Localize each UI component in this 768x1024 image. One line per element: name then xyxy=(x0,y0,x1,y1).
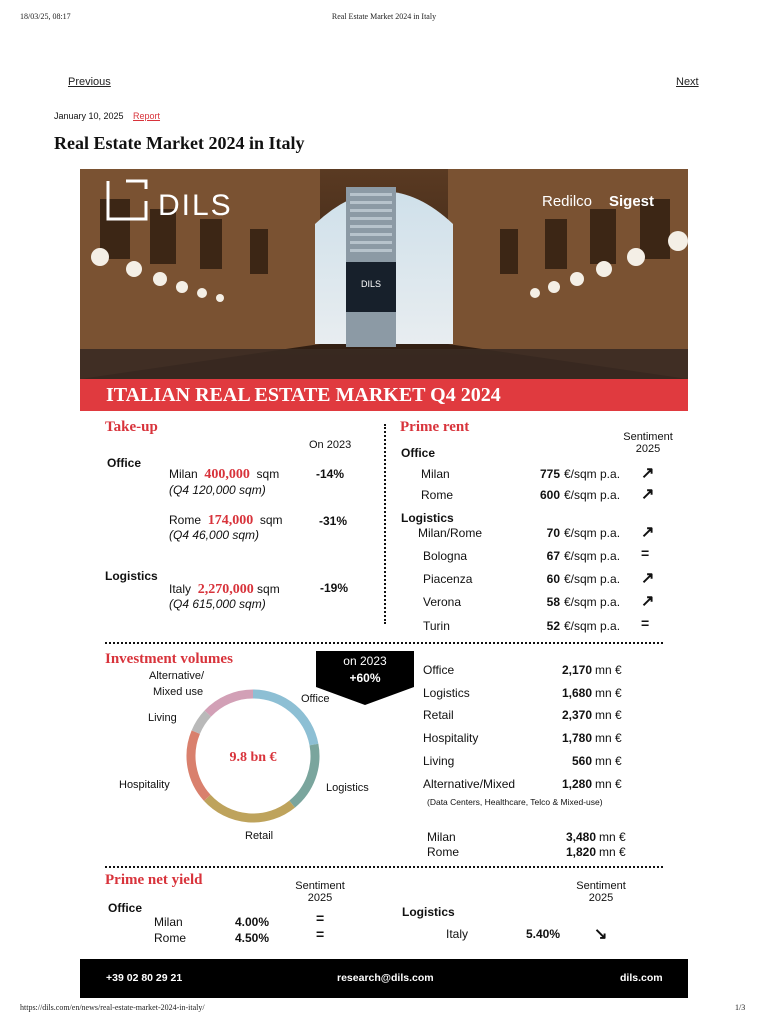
partner-redilco: Redilco xyxy=(542,193,593,210)
investment-unit: mn € xyxy=(595,777,622,791)
billboard-sign: DILS xyxy=(360,279,382,289)
rent-unit: €/sqm p.a. xyxy=(564,595,621,609)
investment-unit: mn € xyxy=(595,754,622,768)
investment-category: Alternative/Mixed xyxy=(423,777,516,791)
donut-slice-hospitality xyxy=(191,732,207,798)
stable-trend-icon: = xyxy=(316,910,325,926)
investment-value: 2,170 xyxy=(561,663,592,677)
next-link[interactable]: Next xyxy=(676,76,699,88)
investment-change-badge xyxy=(316,651,414,705)
rent-value: 58 xyxy=(546,595,560,609)
donut-slice-alternative-mixed-use xyxy=(208,694,253,714)
donut-label-alt: Mixed use xyxy=(153,686,204,698)
rent-city: Bologna xyxy=(423,549,468,563)
yield-sentiment-header: Sentiment 2025 xyxy=(295,880,345,904)
rent-logistics-label: Logistics xyxy=(401,511,454,525)
alternative-note: (Data Centers, Healthcare, Telco & Mixed-use) xyxy=(427,797,603,807)
trend-up-icon: ↗ xyxy=(641,593,655,610)
hero-image xyxy=(80,169,688,379)
donut-label-retail: Retail xyxy=(245,830,274,842)
rent-unit: €/sqm p.a. xyxy=(564,549,621,563)
rent-unit: €/sqm p.a. xyxy=(564,572,621,586)
rent-sentiment-header: Sentiment 2025 xyxy=(623,431,673,455)
donut-total: 9.8 bn € xyxy=(229,750,277,765)
investment-value: 3,480 xyxy=(565,830,596,844)
donut-label-living: Living xyxy=(148,712,177,724)
yield-value: 5.40% xyxy=(526,927,561,941)
donut-slice-retail xyxy=(207,798,292,818)
yield-city: Rome xyxy=(154,931,187,945)
takeup-row: Milan 400,000 sqm xyxy=(169,467,280,482)
article-date: January 10, 2025 xyxy=(54,111,124,121)
column-divider xyxy=(384,424,386,624)
previous-link[interactable]: Previous xyxy=(68,76,111,88)
rent-city: Rome xyxy=(421,488,454,502)
section-divider xyxy=(105,642,663,644)
investment-value: 1,280 xyxy=(561,777,592,791)
yield-value: 4.50% xyxy=(235,931,270,945)
takeup-office-label: Office xyxy=(107,456,142,470)
takeup-q4: (Q4 120,000 sqm) xyxy=(169,483,266,497)
category-link[interactable]: Report xyxy=(133,111,161,121)
rent-unit: €/sqm p.a. xyxy=(564,467,621,481)
stable-trend-icon: = xyxy=(641,545,650,561)
donut-slice-logistics xyxy=(292,745,315,804)
takeup-row: Rome 174,000 sqm xyxy=(169,513,283,528)
contact-footer xyxy=(80,959,688,998)
print-timestamp: 18/03/25, 08:17 xyxy=(20,12,71,21)
trend-up-icon: ↗ xyxy=(641,465,655,482)
donut-label-alt: Alternative/ xyxy=(149,670,205,682)
investment-category: Living xyxy=(423,754,455,768)
trend-up-icon: ↗ xyxy=(641,486,655,503)
rent-city: Verona xyxy=(423,595,462,609)
investment-unit: mn € xyxy=(599,845,626,859)
takeup-change: -31% xyxy=(319,514,348,528)
investment-value: 560 xyxy=(571,754,592,768)
investment-category: Retail xyxy=(423,708,454,722)
partner-sigest: Sigest xyxy=(609,193,655,210)
takeup-q4: (Q4 46,000 sqm) xyxy=(169,528,260,542)
footer-site[interactable]: dils.com xyxy=(620,972,663,984)
takeup-col-header: On 2023 xyxy=(309,439,352,451)
donut-label-hospitality: Hospitality xyxy=(119,779,170,791)
donut-label-office: Office xyxy=(301,693,330,705)
footer-phone[interactable]: +39 02 80 29 21 xyxy=(106,972,183,984)
rent-value: 600 xyxy=(539,488,560,502)
takeup-change: -19% xyxy=(320,581,349,595)
rent-unit: €/sqm p.a. xyxy=(564,619,621,633)
rent-unit: €/sqm p.a. xyxy=(564,488,621,502)
svg-text:DILS: DILS xyxy=(158,189,233,222)
print-page-title: Real Estate Market 2024 in Italy xyxy=(331,12,437,21)
investment-category: Hospitality xyxy=(423,731,479,745)
rent-value: 775 xyxy=(539,467,560,481)
section-divider xyxy=(105,866,663,868)
investment-value: 1,820 xyxy=(565,845,596,859)
investment-city: Milan xyxy=(427,830,456,844)
investment-value: 2,370 xyxy=(561,708,592,722)
investment-unit: mn € xyxy=(595,686,622,700)
yield-sentiment-header: Sentiment 2025 xyxy=(576,880,626,904)
prime-rent-title: Prime rent xyxy=(400,419,470,435)
takeup-change: -14% xyxy=(316,467,345,481)
report-infographic xyxy=(80,169,688,998)
yield-city: Italy xyxy=(446,927,469,941)
yield-city: Milan xyxy=(154,915,183,929)
yield-title: Prime net yield xyxy=(105,872,203,888)
investment-city: Rome xyxy=(427,845,460,859)
rent-value: 67 xyxy=(546,549,560,563)
rent-city: Milan xyxy=(421,467,450,481)
investment-value: 1,780 xyxy=(561,731,592,745)
print-url: https://dils.com/en/news/real-estate-market-2024-in-italy/ xyxy=(20,1003,205,1012)
rent-value: 60 xyxy=(546,572,560,586)
rent-city: Milan/Rome xyxy=(418,526,483,540)
takeup-row: Italy 2,270,000 sqm xyxy=(169,582,280,597)
footer-email[interactable]: research@dils.com xyxy=(337,972,434,984)
rent-value: 52 xyxy=(546,619,560,633)
print-page-count: 1/3 xyxy=(735,1003,746,1012)
takeup-title: Take-up xyxy=(105,419,158,435)
investment-value: 1,680 xyxy=(561,686,592,700)
badge-top: on 2023 xyxy=(343,654,387,668)
investment-unit: mn € xyxy=(599,830,626,844)
yield-value: 4.00% xyxy=(235,915,270,929)
trend-up-icon: ↗ xyxy=(641,524,655,541)
donut-label-logistics: Logistics xyxy=(326,782,369,794)
takeup-q4: (Q4 615,000 sqm) xyxy=(169,597,266,611)
galleria-illustration xyxy=(80,169,688,379)
rent-city: Piacenza xyxy=(423,572,473,586)
badge-bottom: +60% xyxy=(349,671,381,685)
yield-office-label: Office xyxy=(108,901,143,915)
investment-title: Investment volumes xyxy=(105,651,233,667)
yield-logistics-label: Logistics xyxy=(402,905,455,919)
trend-down-icon: ↘ xyxy=(594,926,608,943)
stable-trend-icon: = xyxy=(641,615,650,631)
donut-slice-living xyxy=(196,714,208,733)
rent-office-label: Office xyxy=(401,446,436,460)
investment-unit: mn € xyxy=(595,663,622,677)
banner-title: ITALIAN REAL ESTATE MARKET Q4 2024 xyxy=(106,384,501,406)
investment-category: Logistics xyxy=(423,686,470,700)
rent-unit: €/sqm p.a. xyxy=(564,526,621,540)
rent-value: 70 xyxy=(546,526,560,540)
rent-city: Turin xyxy=(423,619,450,633)
trend-up-icon: ↗ xyxy=(641,570,655,587)
investment-unit: mn € xyxy=(595,708,622,722)
investment-unit: mn € xyxy=(595,731,622,745)
investment-category: Office xyxy=(423,663,455,677)
page-title: Real Estate Market 2024 in Italy xyxy=(54,133,305,153)
stable-trend-icon: = xyxy=(316,926,325,942)
takeup-logistics-label: Logistics xyxy=(105,569,158,583)
report-banner xyxy=(80,379,688,411)
